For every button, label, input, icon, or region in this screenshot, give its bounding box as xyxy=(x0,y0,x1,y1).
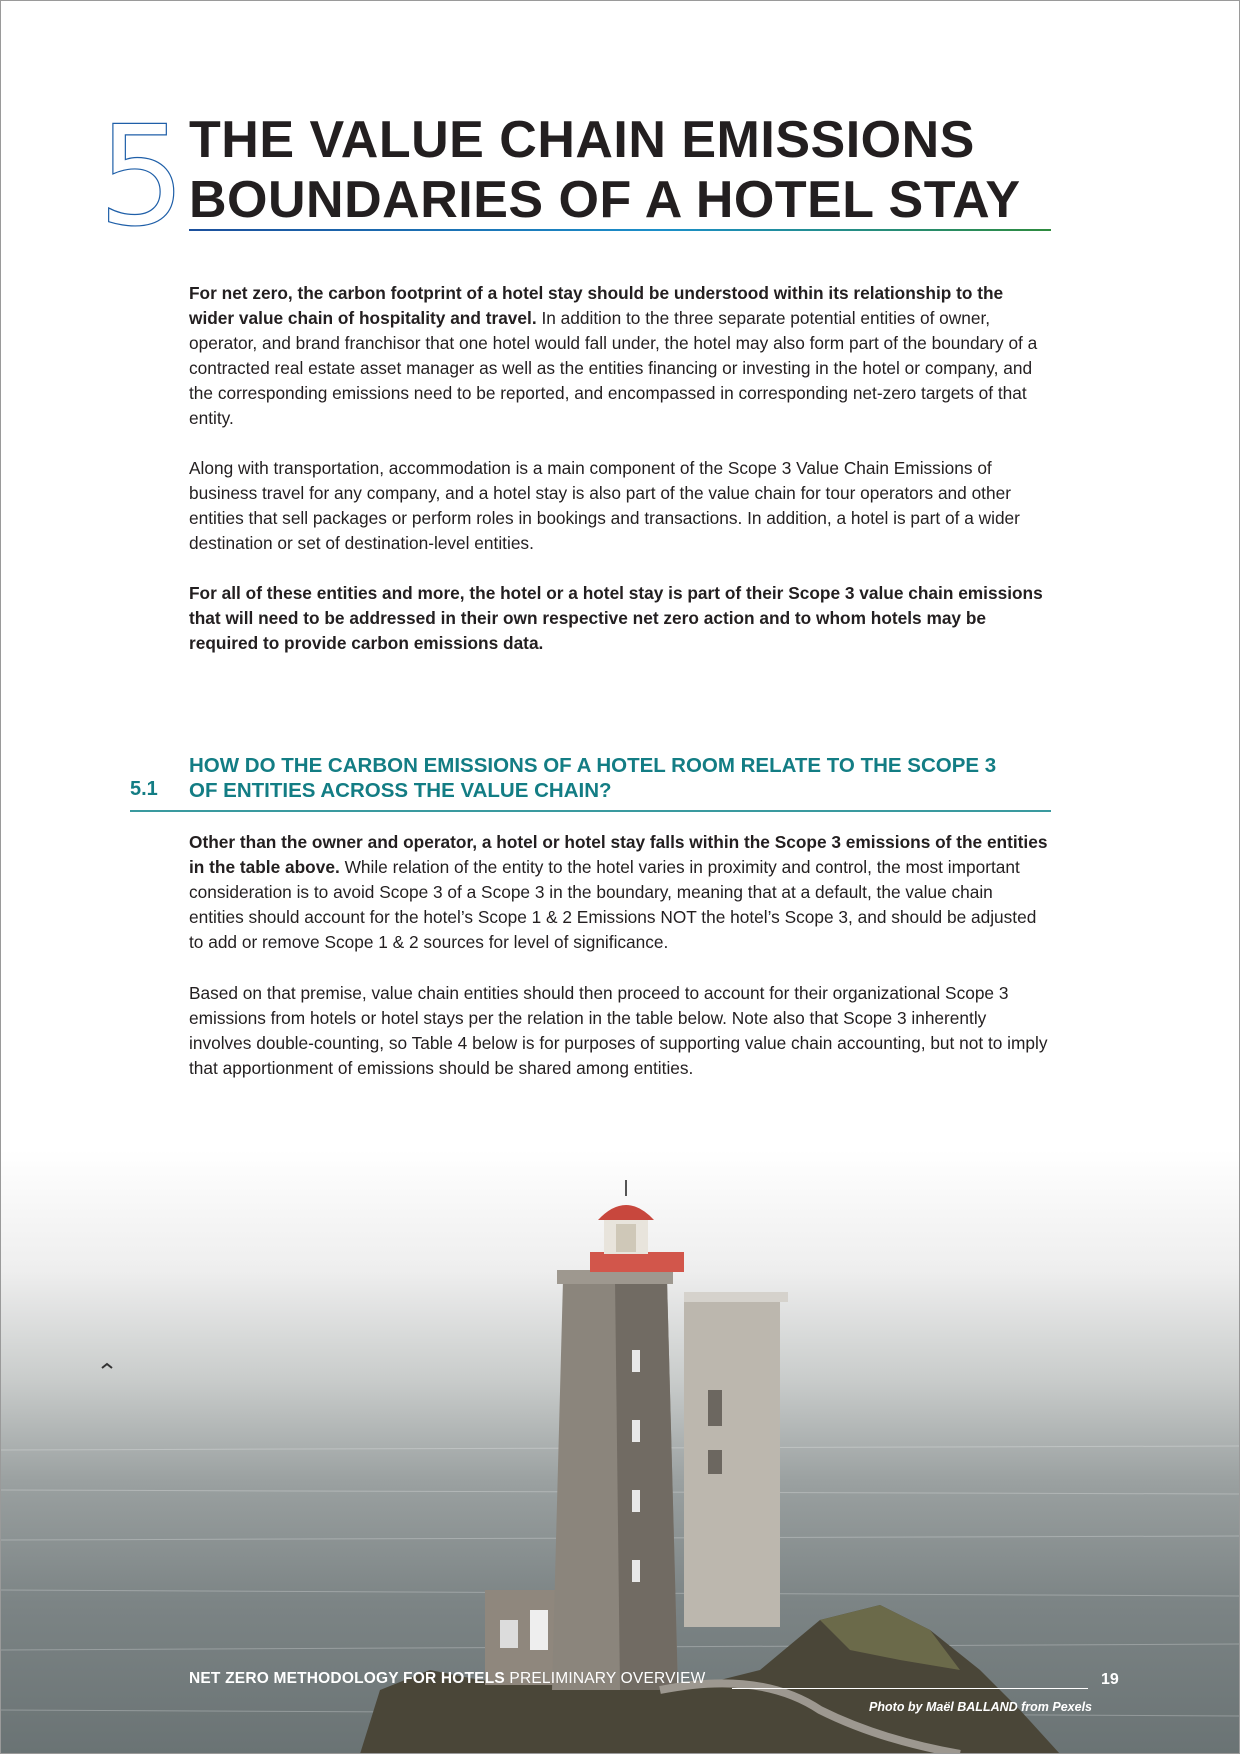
scope3-paragraph xyxy=(189,830,1051,955)
chapter-number: 5 xyxy=(98,96,186,257)
chapter-title-line-2: BOUNDARIES OF A HOTEL STAY xyxy=(189,171,1021,229)
footer-title-bold: NET ZERO METHODOLOGY FOR HOTELS xyxy=(189,1670,505,1687)
premise-paragraph-text: Based on that premise, value chain entities should then proceed to account for their organizational Scope 3 emissions from hotels or hotel stays per the relation in the table below. Note also that Scope 3 inherently involves double-counting, so Table 4 below is for purposes of supporting value chain accounting, but not to imply that apportionment of emissions should be shared among entities. xyxy=(189,983,1048,1078)
section-rule xyxy=(130,810,1051,812)
premise-paragraph xyxy=(189,981,1051,1081)
lighthouse-illustration xyxy=(0,1150,1240,1754)
transport-paragraph-text: Along with transportation, accommodation is a main component of the Scope 3 Value Chain Emissions of business travel for any company, and a hotel stay is also part of the value chain for tour operators and other entities that sell packages or perform roles in bookings and transactions. In addition, a hotel is part of a wider destination or set of destination-level entities. xyxy=(189,458,1020,553)
scope3-paragraph-body: While relation of the entity to the hotel varies in proximity and control, the most important consideration is to avoid Scope 3 of a Scope 3 in the boundary, meaning that at a default, the value chain entities should account for the hotel’s Scope 1 & 2 Emissions NOT the hotel’s Scope 3, and should be adjusted to add or remove Scope 1 & 2 sources for level of significance. xyxy=(189,857,1037,952)
chapter-title-line-1: THE VALUE CHAIN EMISSIONS xyxy=(189,111,975,169)
photo-credit: Photo by Maël BALLAND from Pexels xyxy=(869,1700,1092,1714)
page-number: 19 xyxy=(1101,1671,1119,1688)
lighthouse-photo xyxy=(0,1150,1240,1754)
entities-paragraph-text: For all of these entities and more, the hotel or a hotel stay is part of their Scope 3 value chain emissions that will need to be addressed in their own respective net zero action and to whom hotels may be required to provide carbon emissions data. xyxy=(189,583,1043,653)
title-gradient-rule xyxy=(189,229,1051,231)
scope3-paragraph-lead: Other than the owner and operator, a hotel or hotel stay falls within the Scope 3 emissions of the entities in the table above. xyxy=(189,832,1048,877)
section-title-line-1: HOW DO THE CARBON EMISSIONS OF A HOTEL ROOM RELATE TO THE SCOPE 3 xyxy=(189,754,997,777)
transport-paragraph xyxy=(189,456,1051,556)
section-title xyxy=(189,753,1059,803)
entities-paragraph xyxy=(189,581,1051,656)
footer-rule xyxy=(732,1688,1088,1689)
footer-title xyxy=(189,1670,706,1688)
section-number: 5.1 xyxy=(130,778,158,800)
intro-paragraph-body: In addition to the three separate potential entities of owner, operator, and brand franchisor that one hotel would fall under, the hotel may also form part of the boundary of a contracted real estate asset manager as well as the entities financing or investing in the hotel or company, and the corresponding emissions need to be reported, and encompassed in corresponding net-zero targets of that entity. xyxy=(189,308,1038,428)
section-title-line-2: OF ENTITIES ACROSS THE VALUE CHAIN? xyxy=(189,779,612,802)
chapter-title xyxy=(189,110,1049,230)
footer-title-rest: PRELIMINARY OVERVIEW xyxy=(504,1670,706,1687)
intro-paragraph-lead: For net zero, the carbon footprint of a hotel stay should be understood within its relationship to the wider value chain of hospitality and travel. xyxy=(189,283,1004,328)
intro-paragraph xyxy=(189,281,1051,431)
